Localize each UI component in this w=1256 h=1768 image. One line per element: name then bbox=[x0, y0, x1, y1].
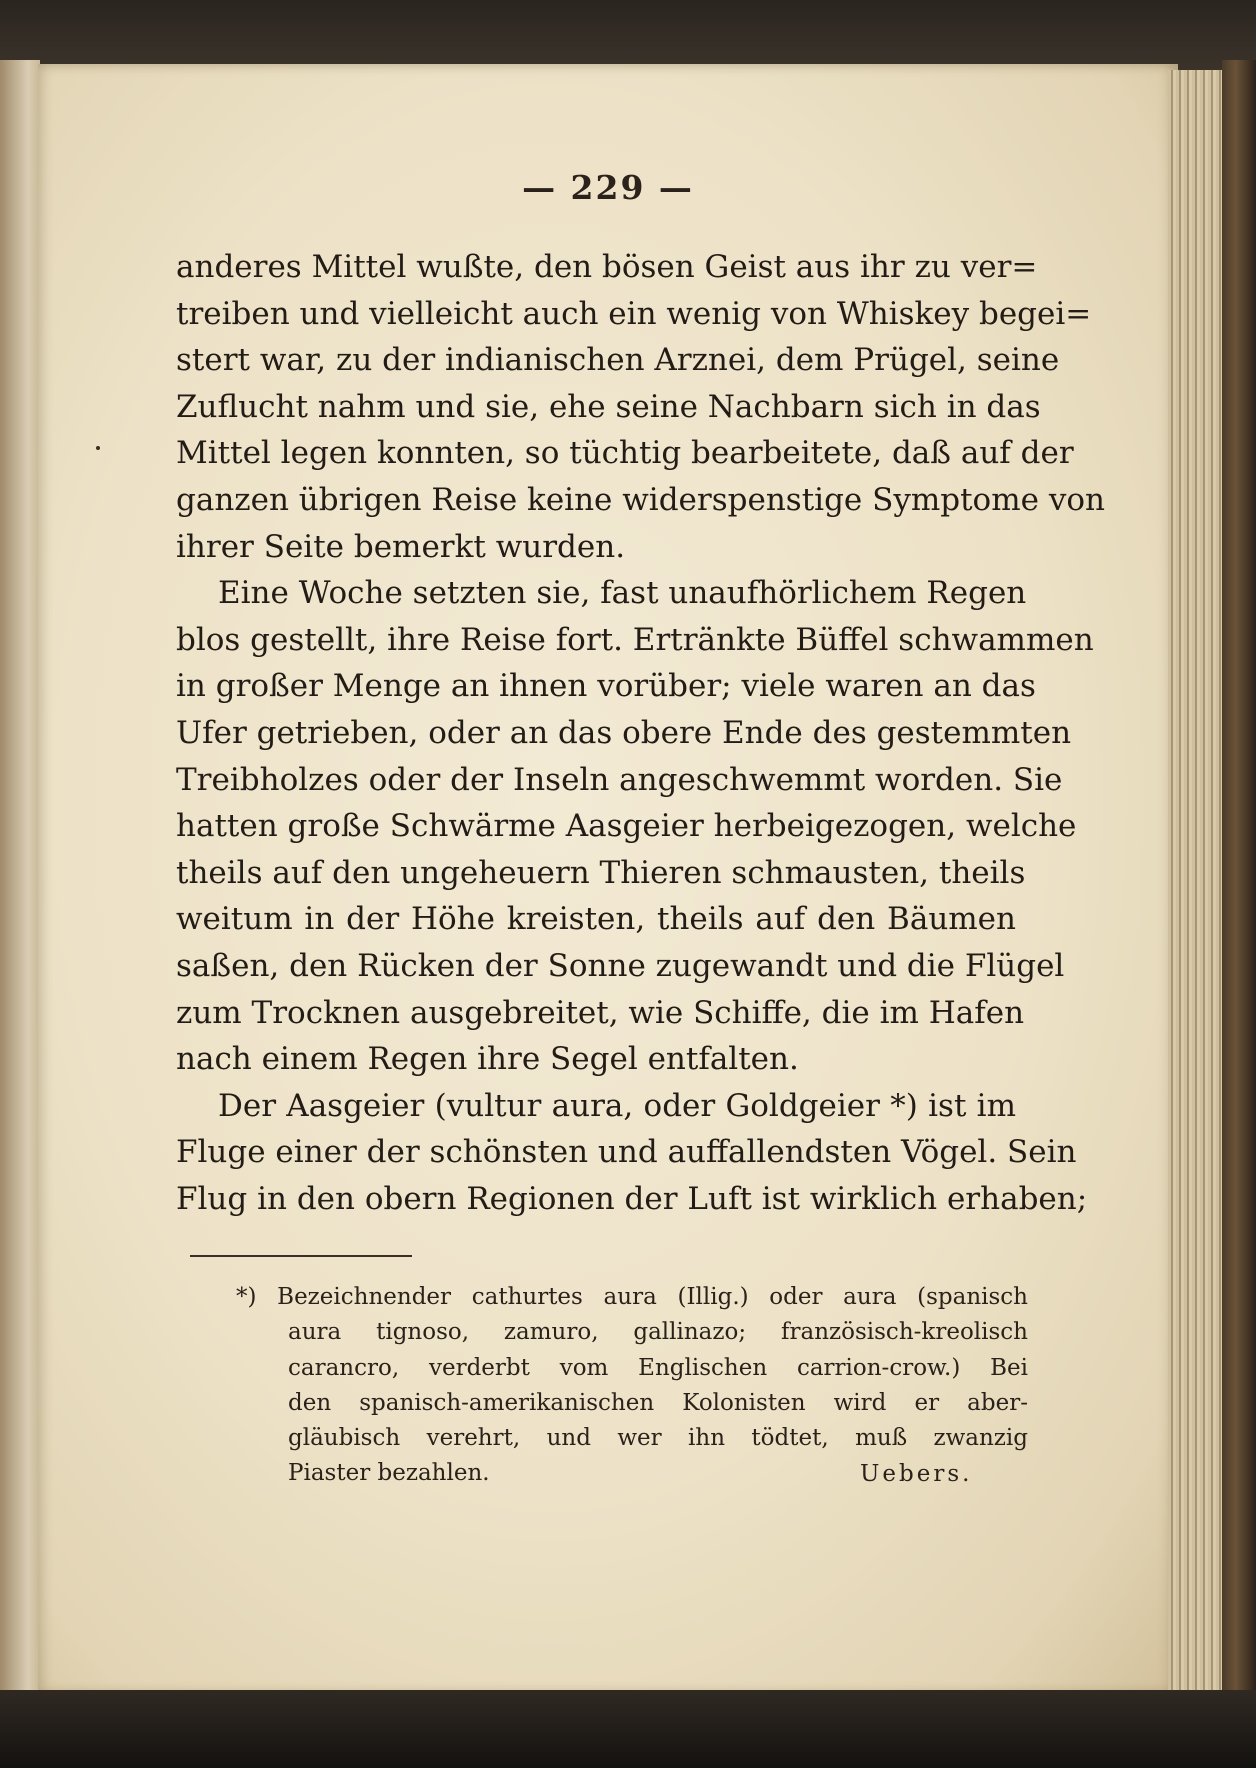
text-line: ihrer Seite bemerkt wurden. bbox=[176, 528, 626, 565]
text-line: Fluge einer der schönsten und auffallendsten Vögel. Sein bbox=[176, 1134, 1077, 1171]
footnote-rule bbox=[190, 1255, 412, 1257]
text-line: blos gestellt, ihre Reise fort. Ertränkte Büffel schwammen bbox=[176, 621, 1094, 658]
text-line: Zuflucht nahm und sie, ehe seine Nachbarn sich in das bbox=[176, 388, 1041, 425]
text-line: Eine Woche setzten sie, fast unaufhörlichem Regen bbox=[218, 575, 1027, 612]
text-line: weitum in der Höhe kreisten, theils auf den Bäumen bbox=[176, 901, 1016, 938]
background-bottom bbox=[0, 1690, 1256, 1768]
body-text bbox=[176, 244, 1105, 1222]
text-line: hatten große Schwärme Aasgeier herbeigezogen, welche bbox=[176, 808, 1077, 845]
translator-note: Uebers. bbox=[860, 1461, 973, 1487]
page-number: — 229 — bbox=[522, 168, 694, 207]
page-edges bbox=[1168, 70, 1224, 1690]
book-cover-edge bbox=[1222, 60, 1256, 1700]
footnote-line: aura tignoso, zamuro, gallinazo; französisch-kreolisch bbox=[288, 1319, 1028, 1346]
footnote-line: gläubisch verehrt, und wer ihn tödtet, muß zwanzig bbox=[288, 1425, 1028, 1452]
footnote-line: Piaster bezahlen. bbox=[288, 1460, 490, 1487]
text-line: saßen, den Rücken der Sonne zugewandt und die Flügel bbox=[176, 947, 1065, 984]
footnote-line: *) Bezeichnender cathurtes aura (Illig.) oder aura (spanisch bbox=[236, 1284, 1028, 1310]
previous-page-edge bbox=[0, 60, 40, 1700]
text-line: theils auf den ungeheuern Thieren schmausten, theils bbox=[176, 854, 1026, 891]
text-line: Mittel legen konnten, so tüchtig bearbeitete, daß auf der bbox=[176, 435, 1074, 472]
text-line: Der Aasgeier (vultur aura, oder Goldgeier *) ist im bbox=[218, 1087, 1016, 1124]
footnote bbox=[236, 1280, 1028, 1492]
footnote-line: den spanisch-amerikanischen Kolonisten wird er aber- bbox=[288, 1389, 1028, 1416]
text-line: in großer Menge an ihnen vorüber; viele waren an das bbox=[176, 668, 1036, 705]
paper-speck bbox=[96, 446, 100, 450]
background-top bbox=[0, 0, 1256, 70]
text-line: treiben und vielleicht auch ein wenig von Whiskey begei= bbox=[176, 295, 1092, 332]
footnote-line: carancro, verderbt vom Englischen carrion-crow.) Bei bbox=[288, 1354, 1028, 1381]
text-line: ganzen übrigen Reise keine widerspenstige Symptome von bbox=[176, 481, 1105, 518]
text-line: stert war, zu der indianischen Arznei, dem Prügel, seine bbox=[176, 342, 1060, 379]
text-line: Treibholzes oder der Inseln angeschwemmt worden. Sie bbox=[176, 761, 1063, 798]
text-line: zum Trocknen ausgebreitet, wie Schiffe, die im Hafen bbox=[176, 994, 1025, 1031]
text-line: Flug in den obern Regionen der Luft ist wirklich erhaben; bbox=[176, 1180, 1088, 1217]
text-line: anderes Mittel wußte, den bösen Geist aus ihr zu ver= bbox=[176, 249, 1038, 285]
text-line: Ufer getrieben, oder an das obere Ende des gestemmten bbox=[176, 714, 1072, 751]
text-line: nach einem Regen ihre Segel entfalten. bbox=[176, 1041, 799, 1078]
